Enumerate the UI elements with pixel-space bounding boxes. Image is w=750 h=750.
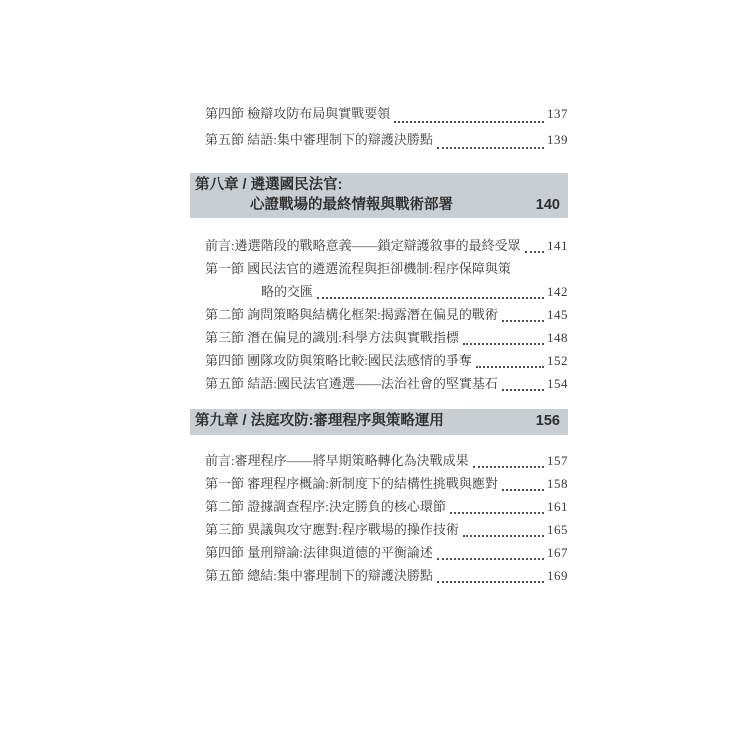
entry-label: 第一節 審理程序概論:新制度下的結構性挑戰與應對 [205, 475, 498, 491]
entry-line [205, 101, 568, 127]
entry-line [205, 326, 568, 349]
dot-leader [463, 343, 544, 345]
entry-label: 第三節 潛在偏見的識別:科學方法與實戰指標 [205, 330, 459, 345]
entry-line [205, 518, 568, 541]
page-number: 148 [547, 330, 568, 345]
entry-line [205, 349, 568, 372]
entry-label: 前言:審理程序——將早期策略轉化為決戰成果 [205, 452, 469, 468]
page-number: 167 [547, 544, 568, 560]
toc-entry [190, 495, 568, 518]
entry-label: 第四節 團隊攻防與策略比較:國民法感情的爭奪 [205, 353, 472, 368]
chapter-block [190, 173, 568, 395]
toc-entry [190, 303, 568, 326]
dot-leader [473, 466, 544, 468]
toc-entry [190, 349, 568, 372]
dot-leader [450, 512, 544, 514]
entry-label: 第五節 結語:國民法官遴選——法治社會的堅實基石 [205, 376, 498, 391]
entry-line [205, 234, 568, 257]
toc-entry [190, 541, 568, 564]
chapter-title: 第九章 / 法庭攻防:審理程序與策略運用 [195, 413, 444, 429]
chapter-title: 第八章 / 遴選國民法官: [195, 177, 343, 193]
chapter-page-number: 140 [535, 196, 560, 213]
page-number: 158 [547, 475, 568, 491]
page-number: 152 [547, 353, 568, 368]
chapter-title-line1 [195, 176, 560, 196]
dot-leader [437, 581, 544, 583]
entry-line [205, 372, 568, 395]
entry-label: 前言:遴選階段的戰略意義——鎖定辯護敘事的最終受眾 [205, 238, 521, 253]
entry-label: 第三節 異議與攻守應對:程序戰場的操作技術 [205, 521, 459, 537]
toc-entry [190, 449, 568, 472]
chapter-page-number: 156 [535, 413, 560, 429]
dot-leader [502, 320, 544, 322]
toc-entry [190, 326, 568, 349]
entry-line [205, 449, 568, 472]
entry-label-continued: 略的交匯 [261, 284, 314, 299]
page-number: 139 [547, 132, 568, 147]
entry-line2 [205, 280, 568, 303]
entry-label: 第五節 結語:集中審理制下的辯護決勝點 [205, 132, 433, 147]
entry-label: 第一節 國民法官的遴選流程與拒卻機制:程序保障與策 [205, 261, 511, 276]
chapter-title-line [195, 412, 560, 432]
page-number: 137 [547, 106, 568, 121]
entry-line [205, 127, 568, 153]
leading-entries [190, 101, 568, 153]
entry-line1 [205, 257, 568, 280]
chapter-entries [190, 449, 568, 587]
toc-entry [190, 564, 568, 587]
chapter-heading-bar [190, 409, 568, 435]
entry-label: 第二節 證據調查程序:決定勝負的核心環節 [205, 498, 446, 514]
dot-leader [317, 297, 544, 299]
page-number: 145 [547, 307, 568, 322]
chapter-block [190, 409, 568, 587]
chapter-subtitle: 心證戰場的最終情報與戰術部署 [250, 196, 453, 213]
entry-label: 第四節 量刑辯論:法律與道德的平衡論述 [205, 544, 433, 560]
chapter-title-line2 [195, 196, 560, 216]
toc-entry [190, 518, 568, 541]
page-number: 154 [547, 376, 568, 391]
dot-leader [463, 535, 544, 537]
page-number: 141 [547, 238, 568, 253]
page-number: 165 [547, 521, 568, 537]
page-number: 157 [547, 452, 568, 468]
entry-line [205, 541, 568, 564]
page-number: 169 [547, 567, 568, 583]
entry-line [205, 472, 568, 495]
dot-leader [394, 121, 544, 123]
chapter-entries [190, 234, 568, 395]
entry-label: 第四節 檢辯攻防布局與實戰要領 [205, 106, 391, 121]
toc-entry [190, 101, 568, 127]
entry-label: 第五節 總結:集中審理制下的辯護決勝點 [205, 567, 433, 583]
page-number: 161 [547, 498, 568, 514]
dot-leader [502, 389, 544, 391]
toc-entry [190, 472, 568, 495]
page-number: 142 [547, 284, 568, 299]
entry-line [205, 495, 568, 518]
toc-entry [190, 234, 568, 257]
dot-leader [502, 489, 544, 491]
entry-line [205, 564, 568, 587]
dot-leader [476, 366, 544, 368]
chapter-heading-bar [190, 173, 568, 218]
toc-entry [190, 257, 568, 303]
chapter-list [190, 173, 568, 587]
dot-leader [437, 147, 544, 149]
toc-entry [190, 127, 568, 153]
toc-container [190, 101, 568, 601]
entry-label: 第二節 詢問策略與結構化框架:揭露潛在偏見的戰術 [205, 307, 498, 322]
entry-line [205, 303, 568, 326]
toc-entry [190, 372, 568, 395]
dot-leader [437, 558, 544, 560]
dot-leader [525, 251, 544, 253]
